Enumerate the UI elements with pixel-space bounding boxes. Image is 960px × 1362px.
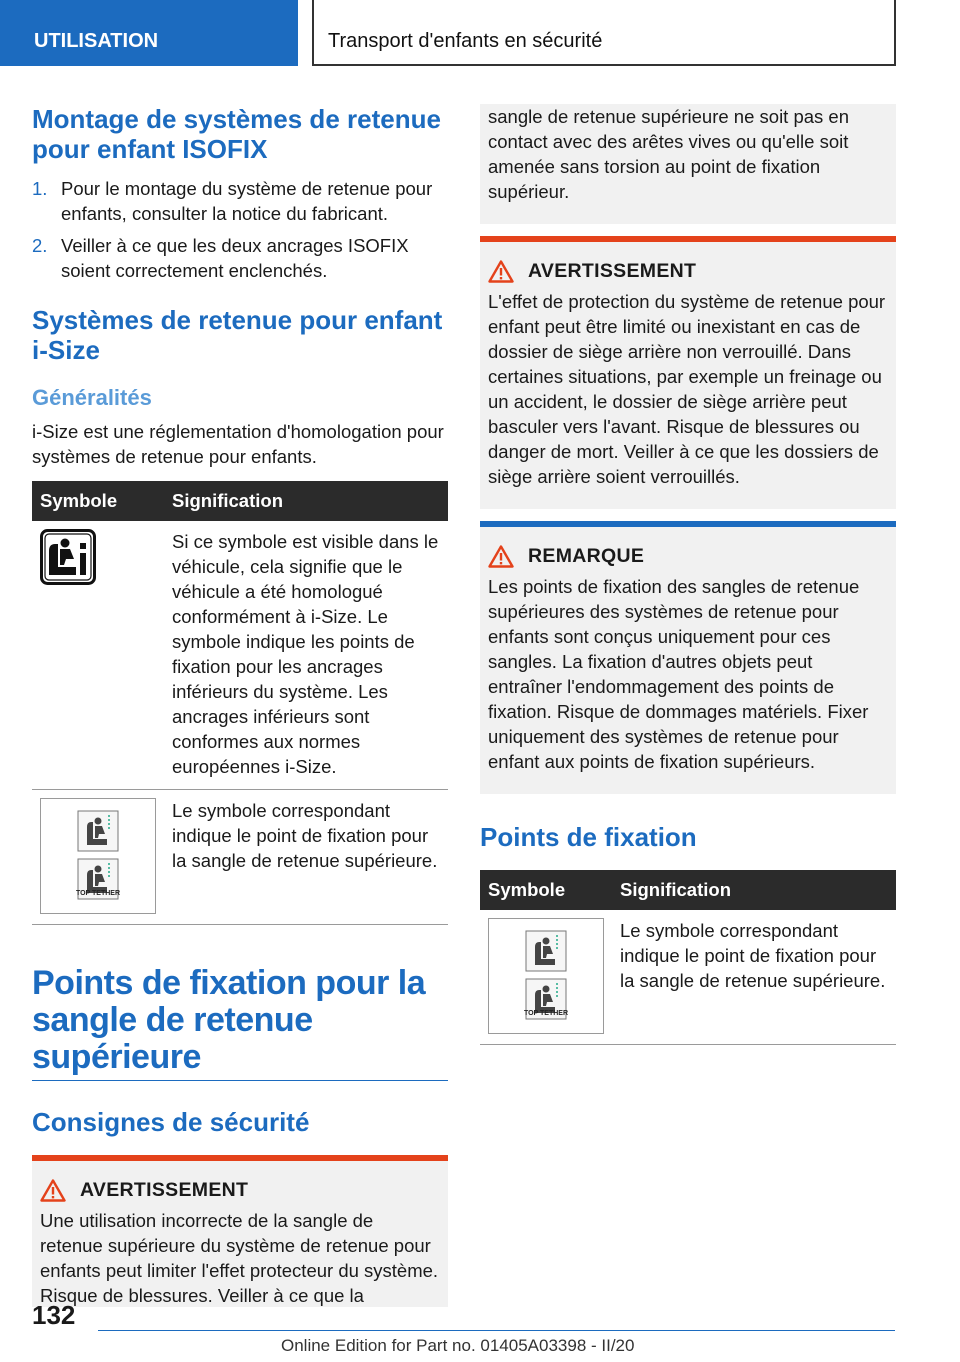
top-tether-label: TOP TETHER (523, 1010, 569, 1017)
table-row (480, 910, 896, 1045)
top-tether-label: TOP TETHER (75, 890, 121, 897)
page-header (0, 0, 960, 66)
isize-symbol-table (32, 481, 448, 925)
column-header-symbol: Symbole (32, 481, 164, 521)
isize-intro: i-Size est une réglementation d'homologation pour systèmes de retenue pour enfants. (32, 421, 444, 467)
warning-text: Une utilisation incorrecte de la sangle de retenue supérieure du système de retenue pour enfants peut limiter l'effet protecteur du système. Risque de blessures. Veiller à ce que la (40, 1210, 439, 1306)
top-tether-heading-block (32, 965, 448, 1081)
points-heading: Points de fixation (480, 822, 697, 852)
step-number: 2. (32, 235, 48, 256)
top-tether-icon (488, 918, 604, 1034)
step-item (32, 233, 448, 283)
isize-child-seat-icon (40, 529, 96, 585)
warning-box-continued (480, 104, 896, 224)
warning-text-continued: sangle de retenue supérieure ne soit pas en contact avec des arêtes vives ou qu'elle soit amenée sans torsion au point de fixation supérieur. (488, 106, 850, 202)
left-column (32, 104, 448, 1307)
warning-text: L'effet de protection du système de retenue pour enfant peut être limité ou inexistant en cas de dossier de siège arrière non verrouillé. Dans certaines situations, par exemple un freinage ou un accident, le dossier de siège arrière peut basculer vers l'avant. Risque de blessures ou danger de mort. Veiller à ce que les dossiers de siège arrière soient verrouillés. (488, 291, 886, 487)
warning-triangle-icon (488, 545, 514, 568)
chapter-title: Transport d'enfants en sécurité (312, 0, 896, 66)
warning-label: AVERTISSEMENT (528, 260, 697, 282)
top-tether-icon (40, 798, 156, 914)
table-header-row (480, 870, 896, 910)
remark-label: REMARQUE (528, 545, 645, 567)
table-header-row (32, 481, 448, 521)
warning-triangle-icon (40, 1179, 66, 1202)
warning-header (480, 242, 896, 283)
warning-box (480, 236, 896, 509)
isofix-steps (32, 176, 448, 283)
right-column (480, 104, 896, 1045)
table-row (32, 521, 448, 790)
remark-text: Les points de fixation des sangles de retenue supérieures des systèmes de retenue pour enfants sont conçus uniquement pour ces sangles. La fixation d'autres objets peut entraîner l'endommagement des points de fixation. Risque de dommages matériels. Fixer uniquement des systèmes de retenue pour enfant aux points de fixation supérieurs. (488, 576, 869, 772)
symbol-cell (480, 910, 612, 1045)
step-item (32, 176, 448, 226)
top-tether-heading: Points de fixation pour la sangle de retenue supérieure (32, 964, 426, 1076)
warning-header (32, 1161, 448, 1202)
section-tab[interactable]: UTILISATION (0, 0, 298, 66)
warning-label: AVERTISSEMENT (80, 1179, 249, 1201)
column-header-meaning: Signification (612, 870, 896, 910)
isize-heading: Systèmes de retenue pour enfant i-Size (32, 305, 443, 365)
warning-box (32, 1155, 448, 1307)
isofix-heading: Montage de systèmes de retenue pour enfant ISOFIX (32, 104, 441, 164)
meaning-cell: Le symbole correspondant indique le point de fixation pour la sangle de retenue supérieure. (612, 910, 896, 1045)
meaning-cell: Le symbole correspondant indique le point de fixation pour la sangle de retenue supérieure. (164, 790, 448, 925)
safety-heading: Consignes de sécurité (32, 1107, 310, 1137)
table-row (32, 790, 448, 925)
step-number: 1. (32, 178, 48, 199)
footer-divider (98, 1330, 895, 1331)
symbol-cell (32, 790, 164, 925)
column-header-symbol: Symbole (480, 870, 612, 910)
column-header-meaning: Signification (164, 481, 448, 521)
remark-box (480, 521, 896, 794)
meaning-cell: Si ce symbole est visible dans le véhicule, cela signifie que le véhicule a été homologué conformément à i-Size. Le symbole indique les points de fixation pour les ancrages inférieurs du système. Les ancrages inférieurs sont conformes aux normes européennes i-Size. (164, 521, 448, 790)
page-number: 132 (32, 1300, 76, 1330)
warning-triangle-icon (488, 260, 514, 283)
step-text: Veiller à ce que les deux ancrages ISOFIX soient correctement enclenchés. (61, 235, 409, 281)
symbol-cell (32, 521, 164, 790)
points-symbol-table (480, 870, 896, 1045)
remark-header (480, 527, 896, 568)
general-subheading: Généralités (32, 385, 152, 410)
step-text: Pour le montage du système de retenue pour enfants, consulter la notice du fabricant. (61, 178, 433, 224)
edition-note: Online Edition for Part no. 01405A03398 - II/20 (281, 1336, 635, 1355)
